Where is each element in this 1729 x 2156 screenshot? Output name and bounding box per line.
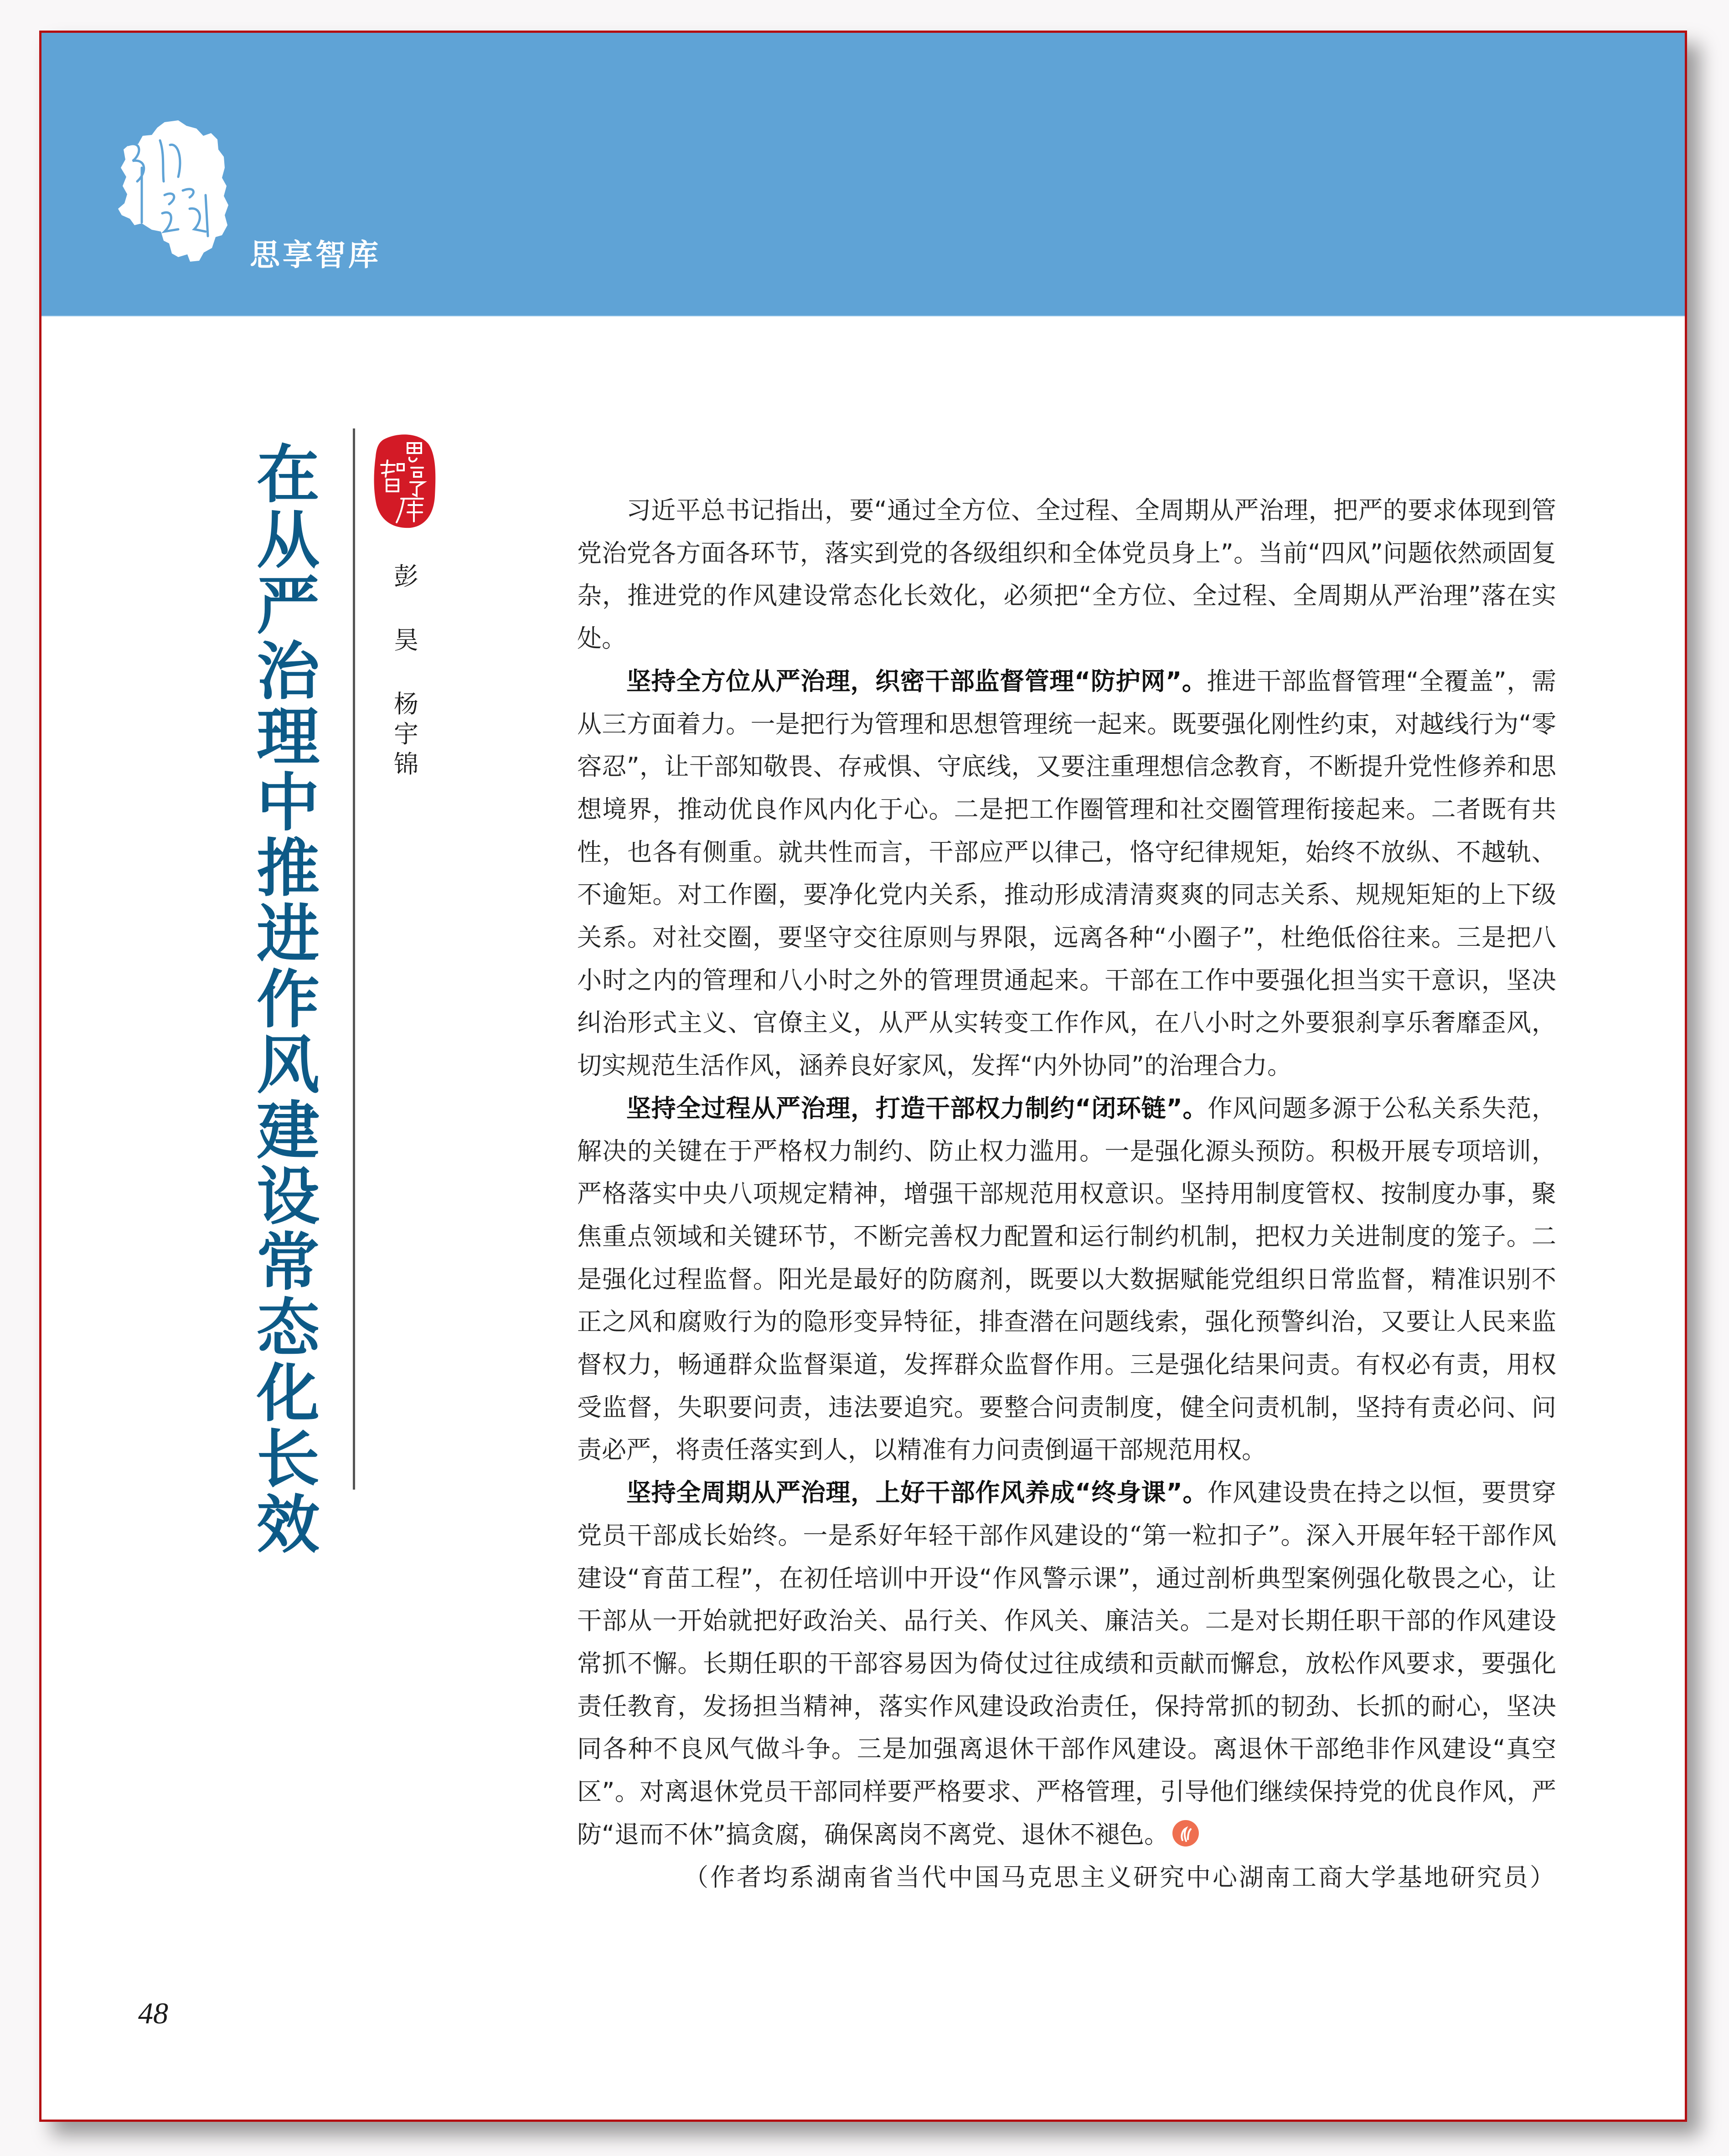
paragraph-intro (577, 489, 1556, 660)
point-heading: 二是强化过程监督。 (577, 1222, 1556, 1294)
author-char: 彭 (394, 562, 418, 591)
text-segment: 作风建设贵在持之以恒，要贯穿党员干部成长始终。 (577, 1478, 1557, 1550)
text-segment: 有权必有责，用权受监督，失职要问责，违法要追究。要整合问责制度，健全问责机制，坚持有责必问、问责必严，将责任落实到人，以精准有力问责倒逼干部规范用权。 (577, 1350, 1557, 1465)
paragraph-all-round (577, 660, 1556, 1087)
point-heading: 一是系好年轻干部作风建设的“第一粒扣子”。 (803, 1521, 1306, 1550)
point-heading: 二是把工作圈管理和社交圈管理衔接起来。 (954, 794, 1431, 824)
title-char: 从 (256, 504, 320, 577)
title-char: 建 (256, 1094, 320, 1168)
point-heading: 三是把八小时之内的管理和八小时之外的管理贯通起来。 (577, 923, 1557, 995)
text-segment: 积极开展专项培训，严格落实中央八项规定精神，增强干部规范用权意识。坚持用制度管权、按制度办事，聚焦重点领域和关键环节，不断完善权力配置和运行制约机制，把权力关进制度的笼子。 (577, 1136, 1557, 1251)
text-segment: 作风问题多源于公私关系失范，解决的关键在于严格权力制约、防止权力滥用。 (577, 1093, 1557, 1166)
section-name: 思享智库 (250, 237, 381, 273)
title-char: 治 (256, 635, 320, 708)
text-segment: 离退休干部绝非作风建设“真空区”。对离退休党员干部同样要严格要求、严格管理，引导他们继续保持党的优良作风，严防“退而不休”搞贪腐，确保离岗不离党、退休不褪色。 (577, 1734, 1557, 1849)
article-title (254, 438, 322, 1562)
magazine-page (39, 31, 1687, 2122)
title-char: 进 (256, 897, 320, 971)
paragraph-lead: 坚持全过程从严治理，打造干部权力制约“闭环链”。 (626, 1093, 1208, 1123)
title-char: 推 (256, 832, 320, 905)
point-heading: 一是强化源头预防。 (1104, 1136, 1331, 1166)
title-char: 常 (256, 1226, 320, 1299)
paragraph-whole-process (577, 1087, 1556, 1471)
title-char: 在 (256, 438, 320, 511)
point-heading: 三是加强离退休干部作风建设。 (857, 1734, 1213, 1764)
text-segment: 习近平总书记指出，要“通过全方位、全过程、全周期从严治理，把严的要求体现到管党治党各方面各环节，落实到党的各级组织和全体党员身上”。当前“四风”问题依然顽固复杂，推进党的作风建设常态化长效化，必须把“全方位、全过程、全周期从严治理”落在实处。 (577, 496, 1556, 653)
title-char: 严 (256, 569, 320, 643)
title-char: 长 (256, 1423, 320, 1496)
article-body (577, 489, 1556, 1898)
title-char: 化 (256, 1357, 320, 1430)
author-char: 锦 (394, 750, 418, 779)
title-char: 作 (256, 963, 320, 1037)
authors (383, 562, 429, 779)
text-segment: 二者既有共性，也各有侧重。就共性而言，干部应严以律己，恪守纪律规矩，始终不放纵、不越轨、不逾矩。对工作圈，要净化党内关系，推动形成清清爽爽的同志关系、规规矩矩的上下级关系。对社交圈，要坚守交往原则与界限，远离各种“小圈子”，杜绝低俗往来。 (577, 794, 1556, 952)
title-char: 态 (256, 1291, 320, 1365)
paragraph-lead: 坚持全方位从严治理，织密干部监督管理“防护网”。 (626, 666, 1207, 696)
title-char: 中 (256, 766, 320, 840)
point-heading: 一是把行为管理和思想管理统一起来。 (750, 709, 1172, 738)
page-number: 48 (138, 1997, 168, 2030)
author-char: 宇 (394, 720, 418, 748)
title-char: 效 (256, 1488, 320, 1562)
title-char: 理 (256, 701, 320, 774)
title-divider (353, 428, 355, 1490)
article-end-mark-icon (1172, 1820, 1199, 1847)
paragraph-whole-cycle (577, 1471, 1556, 1856)
point-heading: 二是对长期任职干部的作风建设常抓不懈。 (577, 1606, 1557, 1678)
text-segment: 既要强化刚性约束，对越线行为“零容忍”，让干部知敬畏、存戒惧、守底线，又要注重理想信念教育，不断提升党性修养和思想境界，推动优良作风内化于心。 (577, 709, 1556, 824)
point-heading: 三是强化结果问责。 (1130, 1350, 1356, 1379)
sixiang-zhiku-seal (372, 432, 438, 529)
text-segment: 推进干部监督管理“全覆盖”，需从三方面着力。 (577, 666, 1556, 738)
red-seal-icon (372, 432, 438, 529)
title-char: 设 (256, 1160, 320, 1233)
title-char: 风 (256, 1029, 320, 1102)
text-segment: 干部在工作中要强化担当实干意识，坚决纠治形式主义、官僚主义，从严从实转变工作作风，在八小时之外要狠刹享乐奢靡歪风，切实规范生活作风，涵养良好家风，发挥“内外协同”的治理合力。 (577, 965, 1557, 1080)
header-band (41, 33, 1685, 316)
text-segment: 深入开展年轻干部作风建设“育苗工程”，在初任培训中开设“作风警示课”，通过剖析典型案例强化敬畏之心，让干部从一开始就把好政治关、品行关、作风关、廉洁关。 (577, 1521, 1557, 1635)
author-char: 杨 (394, 690, 418, 718)
paragraph-lead: 坚持全周期从严治理，上好干部作风养成“终身课”。 (626, 1478, 1208, 1507)
text-segment: 长期任职的干部容易因为倚仗过往成绩和贡献而懈怠，放松作风要求，要强化责任教育，发扬担当精神，落实作风建设政治责任，保持常抓的韧劲、长抓的耐心，坚决同各种不良风气做斗争。 (577, 1649, 1557, 1764)
author-char: 昊 (394, 626, 418, 655)
author-credit: （作者均系湖南省当代中国马克思主义研究中心湖南工商大学基地研究员） (684, 1862, 1556, 1892)
text-segment: 阳光是最好的防腐剂，既要以大数据赋能党组织日常监督，精准识别不正之风和腐败行为的隐形变异特征，排查潜在问题线索，强化预警纠治，又要让人民来监督权力，畅通群众监督渠道，发挥群众监督作用。 (577, 1264, 1556, 1379)
